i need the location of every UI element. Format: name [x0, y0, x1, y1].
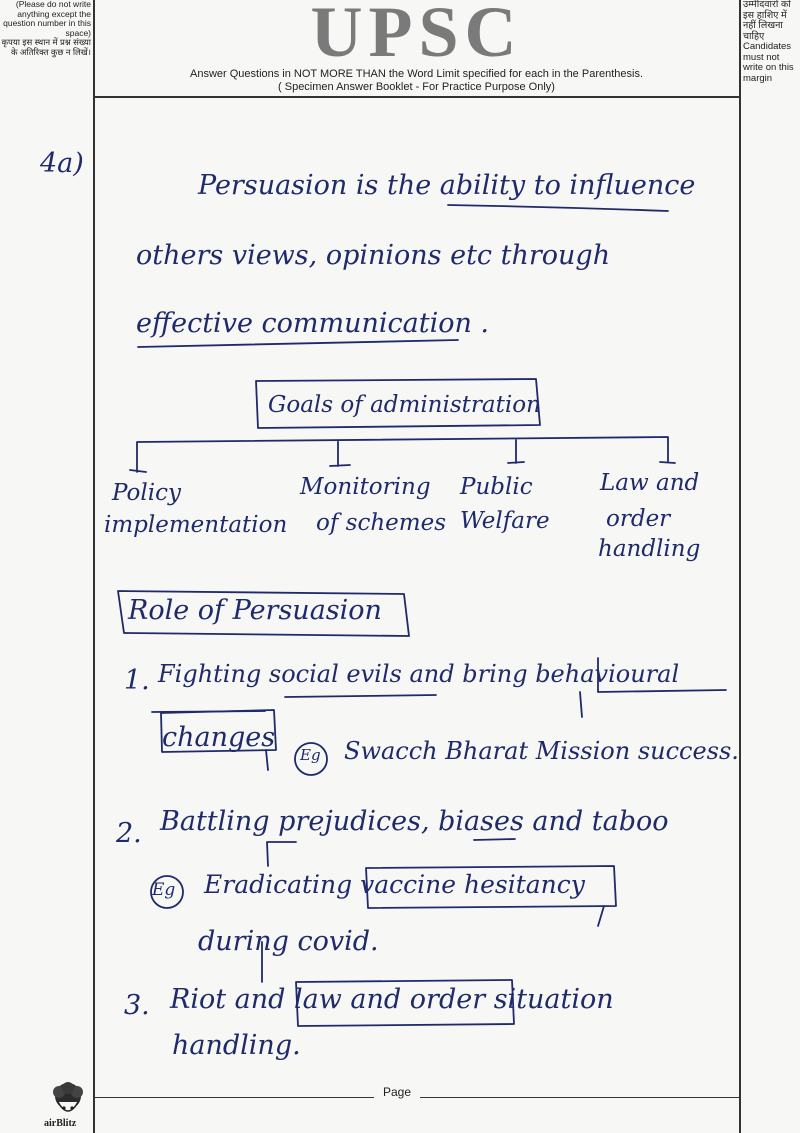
left-margin-instructions [0, 0, 93, 96]
intro-line-2: others views, opinions etc through [136, 240, 611, 271]
branch-3-line-1: Public [460, 474, 533, 500]
branch-3-line-2: Welfare [460, 508, 550, 534]
right-margin-hindi: उम्मीदवारों को इस हाशिए में नहीं लिखना चाहिए [743, 0, 791, 42]
left-margin-english: (Please do not write anything except the question number in this space) [3, 0, 91, 38]
point-2-example-tag: Eg [152, 880, 176, 900]
diagram-tree-lines [130, 437, 675, 472]
point-3-line-2: handling. [172, 1030, 301, 1061]
underline-effective-communication [138, 340, 458, 347]
underline-social-evils [285, 695, 436, 697]
branch-2-line-1: Monitoring [300, 474, 431, 500]
intro-line-3: effective communication . [136, 308, 490, 339]
branch-4-line-3: handling [598, 536, 701, 562]
header-instruction: Answer Questions in NOT MORE THAN the Word Limit specified for each in the Parenthesis. [189, 68, 644, 80]
point-3-number: 3. [124, 990, 150, 1021]
branch-4-line-2: order [606, 506, 671, 532]
point-1-example-tag: Eg [300, 746, 321, 764]
underline-biases [474, 839, 515, 840]
diagram-root-label: Goals of administration [268, 392, 541, 418]
question-number: 4a) [40, 148, 84, 179]
upsc-logo-text: UPSC [310, 0, 523, 72]
vaccine-tail [598, 906, 604, 926]
branch-1-line-1: Policy [112, 480, 181, 506]
role-heading: Role of Persuasion [128, 595, 382, 626]
page-label: Page [374, 1085, 420, 1099]
prejudices-tail [267, 842, 268, 866]
point-2-number: 2. [116, 818, 142, 849]
header-rule [93, 96, 741, 98]
branch-1-line-2: implementation [104, 512, 288, 538]
left-margin-hindi: कृपया इस स्थान में प्रश्न संख्या के अतिरिक्त कुछ न लिखें। [1, 37, 91, 57]
right-margin-instructions [741, 0, 800, 96]
branch-4-line-1: Law and [600, 470, 700, 496]
right-margin-rule [739, 0, 741, 1133]
point-2-example-line-1: Eradicating vaccine hesitancy [204, 870, 585, 899]
left-margin-rule [93, 0, 95, 1133]
point-1-line-1: Fighting social evils and bring behavioural [158, 660, 680, 688]
intro-line-1: Persuasion is the ability to influence [198, 170, 696, 201]
point-3-line-1: Riot and law and order situation [170, 984, 614, 1015]
right-margin-english: Candidates must not write on this margin [743, 41, 794, 84]
point-1-line-2: changes [162, 722, 276, 753]
point-1-number: 1. [124, 665, 150, 696]
bring-arrow [580, 692, 582, 717]
point-2-example-line-2: during covid. [198, 926, 379, 957]
airblitz-logo-text: airBlitz [44, 1118, 77, 1129]
underline-fighting [152, 711, 265, 712]
header-subtitle: ( Specimen Answer Booklet - For Practice Purpose Only) [278, 81, 555, 93]
underline-ability-to-influence [448, 205, 668, 211]
point-1-example: Swacch Bharat Mission success. [344, 737, 739, 765]
changes-tail [266, 750, 268, 770]
point-2-line-1: Battling prejudices, biases and taboo [160, 806, 669, 837]
branch-2-line-2: of schemes [316, 510, 447, 536]
